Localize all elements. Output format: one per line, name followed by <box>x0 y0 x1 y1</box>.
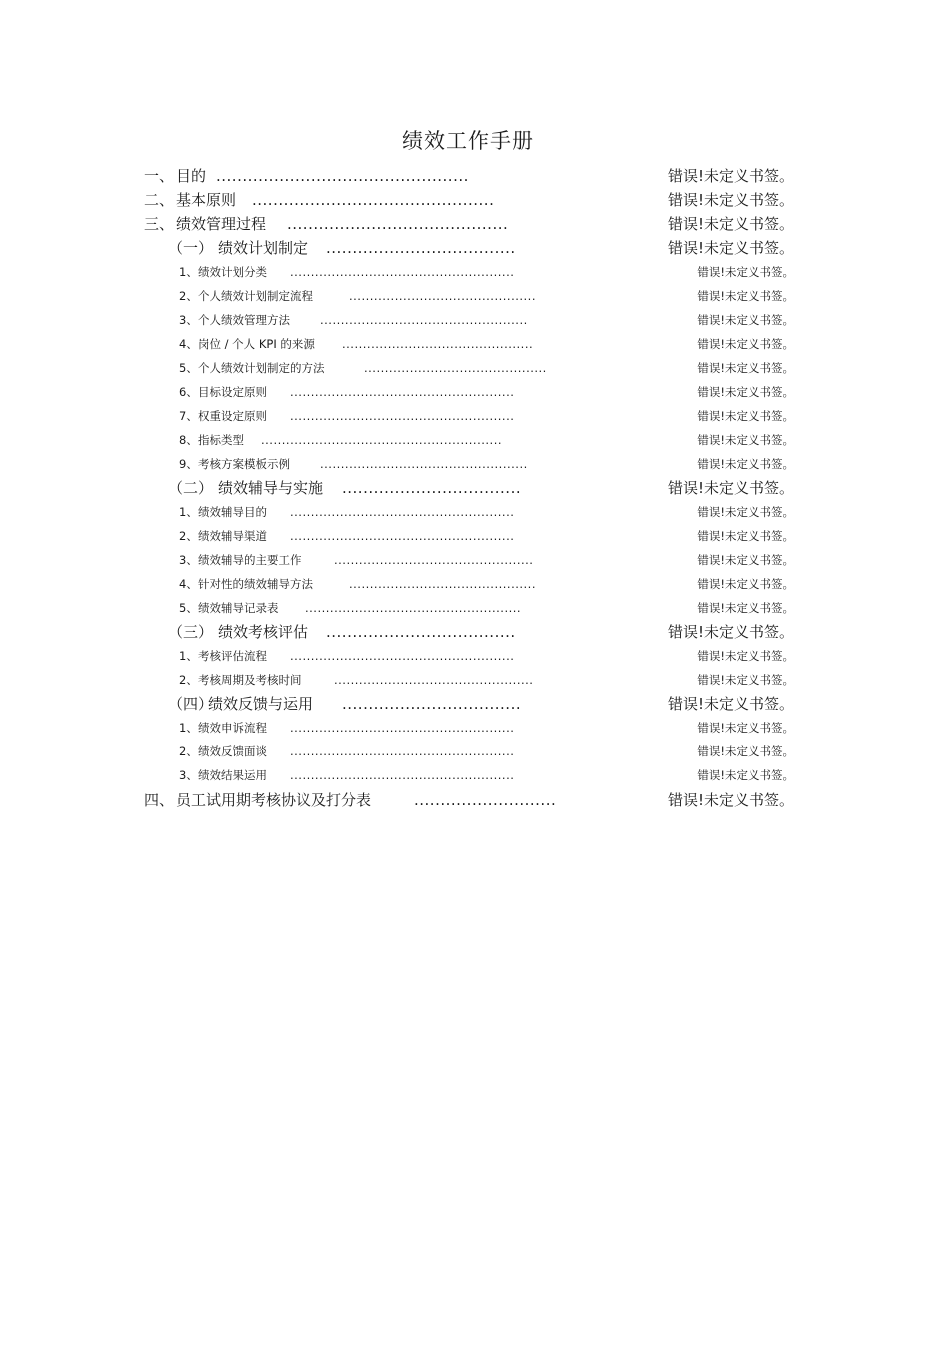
toc-entry-title: 绩效反馈面谈 <box>198 744 267 758</box>
toc-entry-page: 错误!未定义书签。 <box>697 601 794 615</box>
toc-entry-number: 2、 <box>179 529 198 543</box>
toc-entry-title: 目标设定原则 <box>198 385 267 399</box>
toc-entry-number: 2、 <box>179 289 198 303</box>
toc-entry-number: 1、 <box>179 505 198 519</box>
toc-entry-page: 错误!未定义书签。 <box>697 385 794 399</box>
toc-entry-title: 绩效管理过程 <box>176 215 267 233</box>
toc-entry[interactable] <box>144 575 794 593</box>
toc-entry-number: 二、 <box>144 191 175 209</box>
toc-entry-leader: ........................... <box>414 791 557 809</box>
toc-entry[interactable] <box>144 335 794 353</box>
toc-entry-leader: ...................................................... <box>290 385 515 399</box>
toc-entry[interactable] <box>144 311 794 329</box>
toc-entry-leader: .............................................. <box>342 337 534 351</box>
toc-entry-page: 错误!未定义书签。 <box>697 265 794 279</box>
toc-entry-page: 错误!未定义书签。 <box>697 505 794 519</box>
toc-entry-title: 目的 <box>176 167 207 185</box>
toc-entry-leader: .............................................. <box>252 191 495 209</box>
toc-entry-leader: .......................................................... <box>261 433 503 447</box>
toc-entry-page: 错误!未定义书签。 <box>667 215 794 233</box>
toc-entry[interactable] <box>144 237 794 259</box>
toc-entry-page: 错误!未定义书签。 <box>667 695 794 713</box>
toc-entry-leader: .................................................. <box>320 457 528 471</box>
toc-entry-title: 绩效申诉流程 <box>198 721 267 735</box>
toc-entry-number: 8、 <box>179 433 198 447</box>
toc-entry[interactable] <box>144 359 794 377</box>
toc-entry-leader: ............................................. <box>349 289 536 303</box>
toc-entry-number: 1、 <box>179 649 198 663</box>
toc-entry-page: 错误!未定义书签。 <box>697 337 794 351</box>
toc-entry-page: 错误!未定义书签。 <box>697 289 794 303</box>
toc-entry-leader: ...................................................... <box>290 529 515 543</box>
toc-entry-page: 错误!未定义书签。 <box>697 409 794 423</box>
toc-entry-page: 错误!未定义书签。 <box>697 529 794 543</box>
toc-entry-page: 错误!未定义书签。 <box>697 553 794 567</box>
toc-entry[interactable] <box>144 455 794 473</box>
toc-entry-page: 错误!未定义书签。 <box>697 313 794 327</box>
toc-entry[interactable] <box>144 621 794 643</box>
toc-entry-leader: ............................................. <box>349 577 536 591</box>
toc-entry-title: 绩效辅导渠道 <box>198 529 267 543</box>
toc-entry-number: 9、 <box>179 457 198 471</box>
toc-entry-number: 1、 <box>179 265 198 279</box>
toc-entry-number: 2、 <box>179 673 198 687</box>
toc-entry-number: （四） <box>168 695 214 713</box>
toc-entry[interactable] <box>144 719 794 737</box>
toc-entry-page: 错误!未定义书签。 <box>697 433 794 447</box>
toc-entry-title: 考核评估流程 <box>198 649 267 663</box>
toc-entry-page: 错误!未定义书签。 <box>697 457 794 471</box>
toc-entry-page: 错误!未定义书签。 <box>667 623 794 641</box>
toc-entry-leader: .................................... <box>326 623 516 641</box>
toc-entry-number: 4、 <box>179 337 198 351</box>
toc-entry-title: 个人绩效计划制定流程 <box>198 289 313 303</box>
toc-entry-page: 错误!未定义书签。 <box>697 361 794 375</box>
toc-entry[interactable] <box>144 766 794 784</box>
toc-entry[interactable] <box>144 213 794 235</box>
toc-entry-page: 错误!未定义书签。 <box>667 191 794 209</box>
toc-entry-number: （一） <box>168 239 214 257</box>
toc-entry-number: 1、 <box>179 721 198 735</box>
toc-entry[interactable] <box>144 263 794 281</box>
toc-entry-title: 绩效辅导的主要工作 <box>198 553 302 567</box>
toc-entry-page: 错误!未定义书签。 <box>697 673 794 687</box>
toc-entry-leader: ...................................................... <box>290 409 515 423</box>
toc-entry-page: 错误!未定义书签。 <box>667 479 794 497</box>
toc-entry[interactable] <box>144 431 794 449</box>
toc-entry[interactable] <box>144 407 794 425</box>
toc-entry-title: 绩效结果运用 <box>198 768 267 782</box>
toc-entry-title: 绩效考核评估 <box>218 623 309 641</box>
toc-entry[interactable] <box>144 503 794 521</box>
toc-entry-page: 错误!未定义书签。 <box>697 721 794 735</box>
toc-entry-title: 个人绩效管理方法 <box>198 313 290 327</box>
toc-entry-leader: ...................................................... <box>290 744 515 758</box>
toc-entry-page: 错误!未定义书签。 <box>697 577 794 591</box>
toc-entry-title: 绩效反馈与运用 <box>208 695 314 713</box>
toc-entry-number: 四、 <box>144 791 175 809</box>
toc-entry-title: 针对性的绩效辅导方法 <box>198 577 313 591</box>
toc-entry-title: 绩效计划分类 <box>198 265 267 279</box>
toc-entry[interactable] <box>144 165 794 187</box>
toc-entry-number: 5、 <box>179 601 198 615</box>
toc-entry-leader: .................................. <box>342 695 522 713</box>
toc-entry-leader: ...................................................... <box>290 649 515 663</box>
toc-entry[interactable] <box>144 789 794 811</box>
toc-entry-leader: ................................................ <box>334 673 534 687</box>
document-title: 绩效工作手册 <box>402 129 534 153</box>
toc-entry-title: 绩效计划制定 <box>218 239 309 257</box>
toc-entry-page: 错误!未定义书签。 <box>667 791 794 809</box>
toc-entry-title: 考核方案模板示例 <box>198 457 290 471</box>
toc-entry[interactable] <box>144 189 794 211</box>
toc-entry[interactable] <box>144 551 794 569</box>
toc-entry-title: 岗位 / 个人 KPI 的来源 <box>198 337 315 351</box>
toc-entry-number: （二） <box>168 479 214 497</box>
toc-entry-number: 2、 <box>179 744 198 758</box>
toc-entry[interactable] <box>144 693 794 715</box>
toc-entry[interactable] <box>144 647 794 665</box>
toc-entry-leader: ...................................................... <box>290 721 515 735</box>
toc-entry-title: 绩效辅导目的 <box>198 505 267 519</box>
toc-entry-number: 一、 <box>144 167 175 185</box>
toc-entry-leader: .................................. <box>342 479 522 497</box>
toc-entry-number: 三、 <box>144 215 175 233</box>
toc-entry-number: 7、 <box>179 409 198 423</box>
toc-entry-leader: .................................................... <box>305 601 522 615</box>
toc-entry[interactable] <box>144 287 794 305</box>
toc-entry-page: 错误!未定义书签。 <box>697 768 794 782</box>
toc-entry-number: 4、 <box>179 577 198 591</box>
toc-entry-number: 3、 <box>179 313 198 327</box>
toc-entry-title: 指标类型 <box>198 433 244 447</box>
toc-entry[interactable] <box>144 742 794 760</box>
toc-entry-title: 个人绩效计划制定的方法 <box>198 361 325 375</box>
toc-entry-leader: .................................................. <box>320 313 528 327</box>
toc-entry-title: 考核周期及考核时间 <box>198 673 302 687</box>
toc-entry-leader: ...................................................... <box>290 505 515 519</box>
toc-entry-leader: ................................................ <box>334 553 534 567</box>
toc-entry-title: 绩效辅导记录表 <box>198 601 279 615</box>
toc-entry[interactable] <box>144 527 794 545</box>
toc-entry-page: 错误!未定义书签。 <box>667 239 794 257</box>
toc-entry-leader: ...................................................... <box>290 265 515 279</box>
toc-entry-leader: ................................................ <box>216 167 469 185</box>
toc-entry-number: 5、 <box>179 361 198 375</box>
toc-entry-title: 权重设定原则 <box>198 409 267 423</box>
toc-entry-title: 员工试用期考核协议及打分表 <box>176 791 372 809</box>
toc-entry[interactable] <box>144 599 794 617</box>
toc-entry-number: 3、 <box>179 768 198 782</box>
toc-entry-leader: .................................... <box>326 239 516 257</box>
toc-entry-page: 错误!未定义书签。 <box>667 167 794 185</box>
toc-entry-number: （三） <box>168 623 214 641</box>
toc-entry-number: 6、 <box>179 385 198 399</box>
toc-entry-leader: .......................................... <box>287 215 509 233</box>
toc-entry[interactable] <box>144 477 794 499</box>
toc-entry[interactable] <box>144 383 794 401</box>
toc-entry[interactable] <box>144 671 794 689</box>
toc-entry-leader: ...................................................... <box>290 768 515 782</box>
toc-entry-page: 错误!未定义书签。 <box>697 744 794 758</box>
toc-entry-page: 错误!未定义书签。 <box>697 649 794 663</box>
toc-entry-title: 绩效辅导与实施 <box>218 479 324 497</box>
toc-entry-leader: ............................................ <box>364 361 547 375</box>
toc-entry-title: 基本原则 <box>176 191 237 209</box>
toc-entry-number: 3、 <box>179 553 198 567</box>
